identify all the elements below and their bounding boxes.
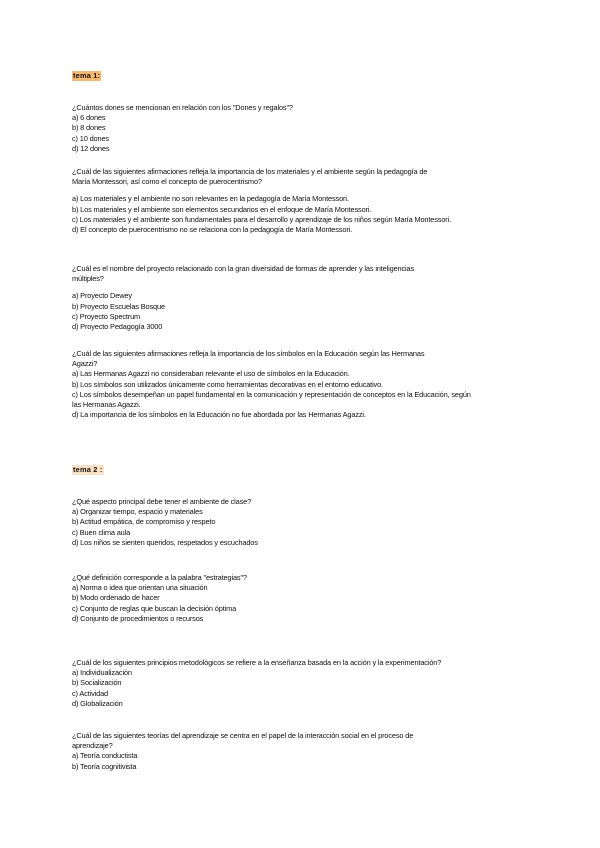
question-3 <box>72 264 532 332</box>
question-8 <box>72 731 532 772</box>
option-b: b) Actitud empática, de compromiso y respeto <box>72 517 216 527</box>
option-d: d) El concepto de puerocentrismo no se relaciona con la pedagogía de María Montessori. <box>72 225 353 235</box>
question-text: ¿Qué definición corresponde a la palabra "estrategias"? <box>72 573 247 582</box>
option-a: a) Los materiales y el ambiente no son relevantes en la pedagogía de María Montessori. <box>72 194 349 204</box>
question-2 <box>72 167 532 235</box>
option-b: b) Modo ordenado de hacer <box>72 593 160 603</box>
question-text-cont: Agazzi? <box>72 359 98 369</box>
question-6 <box>72 573 532 624</box>
option-b: b) Los materiales y el ambiente son elementos secundarios en el enfoque de María Montessori. <box>72 204 372 214</box>
option-b: b) Los símbolos son utilizados únicamente como herramientas decorativas en el entorno educativo. <box>72 379 383 389</box>
option-c-cont: las Hermanas Agazzi. <box>72 400 141 410</box>
option-c: c) 10 dones <box>72 133 109 143</box>
option-c: c) Los símbolos desempeñan un papel fundamental en la comunicación y representación de conceptos en la Educación, según <box>72 389 471 399</box>
option-a: a) Proyecto Dewey <box>72 291 132 301</box>
question-text: ¿Cuál es el nombre del proyecto relacionado con la gran diversidad de formas de aprender y las inteligencias <box>72 264 415 273</box>
option-c: c) Los materiales y el ambiente son fundamentales para el desarrollo y aprendizaje de los niños según María Montessori. <box>72 214 451 224</box>
option-a: a) Teoría conductista <box>72 751 138 761</box>
question-text: ¿Cuál de las siguientes afirmaciones refleja la importancia de los símbolos en la Educación según las Hermanas <box>72 349 425 358</box>
question-7 <box>72 658 532 709</box>
question-text-cont: múltiples? <box>72 274 104 284</box>
option-a: a) Norma o idea que orientan una situación <box>72 583 208 593</box>
question-text: ¿Cuál de los siguientes principios metodológicos se refiere a la enseñanza basada en la acción y la experimentación? <box>72 658 442 667</box>
option-d: d) Los niños se sienten queridos, respetados y escuchados <box>72 537 258 547</box>
option-a: a) 6 dones <box>72 113 106 123</box>
option-a: a) Las Hermanas Agazzi no consideraban relevante el uso de símbolos en la Educación. <box>72 369 350 379</box>
option-c: c) Actividad <box>72 688 108 698</box>
question-5 <box>72 497 532 548</box>
option-b: b) 8 dones <box>72 123 106 133</box>
option-b: b) Teoría cognitivista <box>72 761 137 771</box>
option-b: b) Proyecto Escuelas Bosque <box>72 301 165 311</box>
question-text-cont: María Montessori, así como el concepto de puerocentrismo? <box>72 177 262 187</box>
option-c: c) Conjunto de reglas que buscan la decisión óptima <box>72 603 237 613</box>
question-text-cont: aprendizaje? <box>72 741 113 751</box>
option-d: d) Globalización <box>72 698 123 708</box>
option-d: d) La importancia de los símbolos en la Educación no fue abordada por las Hermanas Agazzi. <box>72 410 366 420</box>
question-text: ¿Cuál de las siguientes teorías del aprendizaje se centra en el papel de la interacción social en el proceso de <box>72 731 414 740</box>
section-heading-tema-2: tema 2 : <box>73 465 103 474</box>
option-a: a) Organizar tiempo, espacio y materiales <box>72 507 203 517</box>
option-c: c) Proyecto Spectrum <box>72 311 141 321</box>
option-d: d) 12 dones <box>72 143 110 153</box>
option-a: a) Individualización <box>72 668 132 678</box>
question-1 <box>72 103 532 154</box>
option-c: c) Buen clima aula <box>72 527 131 537</box>
section-heading-tema-1: tema 1: <box>73 71 101 80</box>
option-b: b) Socialización <box>72 678 122 688</box>
question-text: ¿Qué aspecto principal debe tener el ambiente de clase? <box>72 497 252 506</box>
option-d: d) Conjunto de procedimientos o recursos <box>72 613 204 623</box>
question-text: ¿Cuál de las siguientes afirmaciones refleja la importancia de los materiales y el ambiente según la pedagogía de <box>72 167 428 176</box>
option-d: d) Proyecto Pedagogía 3000 <box>72 322 163 332</box>
question-text: ¿Cuántos dones se mencionan en relación con los "Dones y regalos"? <box>72 103 293 112</box>
question-4 <box>72 349 532 420</box>
